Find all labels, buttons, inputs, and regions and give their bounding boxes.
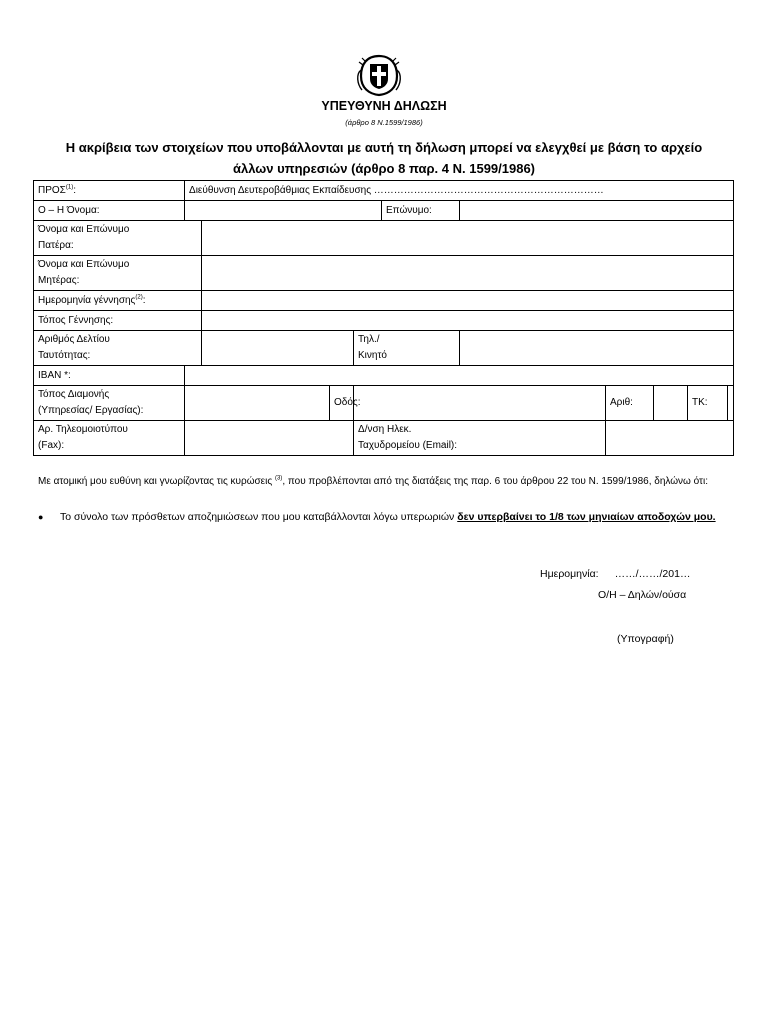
fax-label: Αρ. Τηλεομοιοτύπου (Fax): bbox=[34, 421, 185, 456]
id-number-label: Αριθμός Δελτίου Ταυτότητας: bbox=[34, 331, 202, 366]
signer-label: Ο/Η – Δηλών/ούσα bbox=[598, 589, 687, 601]
birthdate-label: Ημερομηνία γέννησης$^{(2)}$: bbox=[34, 291, 202, 311]
residence-field[interactable] bbox=[185, 386, 330, 421]
phone-field[interactable] bbox=[460, 331, 734, 366]
birthplace-field[interactable] bbox=[202, 311, 734, 331]
postcode-label: ΤΚ: bbox=[688, 386, 728, 421]
notice-line-1: Η ακρίβεια των στοιχείων που υποβάλλονται με αυτή τη δήλωση μπορεί να ελεγχθεί με βάση το αρχείο bbox=[65, 140, 703, 155]
postcode-field[interactable] bbox=[728, 386, 734, 421]
document-title: ΥΠΕΥΘΥΝΗ ΔΗΛΩΣΗ bbox=[321, 99, 447, 113]
number-field[interactable] bbox=[654, 386, 688, 421]
notice-line-2: άλλων υπηρεσιών (άρθρο 8 παρ. 4 Ν. 1599/1986) bbox=[232, 161, 536, 176]
declaration-bullet: ● Το σύνολο των πρόσθετων αποζημιώσεων που μου καταβάλλονται λόγω υπερωριών δεν υπερβαίνει το 1/8 των μηνιαίων αποδοχών μου. bbox=[38, 508, 735, 526]
bullet-icon: ● bbox=[38, 512, 44, 522]
residence-label: Τόπος Διαμονής (Υπηρεσίας/ Εργασίας): bbox=[34, 386, 185, 421]
phone-label: Τηλ./ Κινητό bbox=[354, 331, 460, 366]
pros-value: Διεύθυνση Δευτεροβάθμιας Εκπαίδευσης …………………………………………………………… bbox=[185, 181, 734, 201]
surname-field[interactable] bbox=[460, 201, 734, 221]
date-value[interactable]: ……/……/201… bbox=[614, 568, 691, 580]
mother-name-label: Όνομα και Επώνυμο Μητέρας: bbox=[34, 256, 202, 291]
street-label: Οδός: bbox=[330, 386, 354, 421]
surname-label: Επώνυμο: bbox=[382, 201, 460, 221]
accuracy-notice bbox=[30, 137, 738, 179]
declaration-form-table bbox=[33, 180, 734, 456]
iban-label: IBAN *: bbox=[34, 366, 185, 386]
father-name-label: Όνομα και Επώνυμο Πατέρα: bbox=[34, 221, 202, 256]
pros-label: ΠΡΟΣ$^{(1)}$: bbox=[34, 181, 185, 201]
id-number-field[interactable] bbox=[202, 331, 354, 366]
name-field[interactable] bbox=[185, 201, 382, 221]
street-field[interactable] bbox=[354, 386, 606, 421]
birthplace-label: Τόπος Γέννησης: bbox=[34, 311, 202, 331]
fax-field[interactable] bbox=[185, 421, 354, 456]
greek-coat-of-arms-icon bbox=[353, 50, 405, 98]
email-label: Δ/νση Ηλεκ. Ταχυδρομείου (Email): bbox=[354, 421, 606, 456]
father-name-field[interactable] bbox=[202, 221, 734, 256]
date-label: Ημερομηνία: bbox=[540, 568, 599, 580]
name-label: Ο – Η Όνομα: bbox=[34, 201, 185, 221]
mother-name-field[interactable] bbox=[202, 256, 734, 291]
declaration-intro: Με ατομική μου ευθύνη και γνωρίζοντας τις κυρώσεις $^{(3)}$, που προβλέπονται από της διατάξεις της παρ. 6 του άρθρου 22 του Ν. 1599/1986, δηλώνω ότι: bbox=[38, 475, 708, 487]
document-subtitle: (άρθρο 8 Ν.1599/1986) bbox=[345, 118, 423, 127]
number-label: Αριθ: bbox=[606, 386, 654, 421]
declaration-emphasis: δεν υπερβαίνει το 1/8 των μηνιαίων αποδοχών μου. bbox=[457, 511, 716, 523]
date-line bbox=[540, 568, 690, 580]
email-field[interactable] bbox=[606, 421, 734, 456]
signature-label: (Υπογραφή) bbox=[617, 633, 674, 645]
birthdate-field[interactable] bbox=[202, 291, 734, 311]
iban-field[interactable] bbox=[185, 366, 734, 386]
